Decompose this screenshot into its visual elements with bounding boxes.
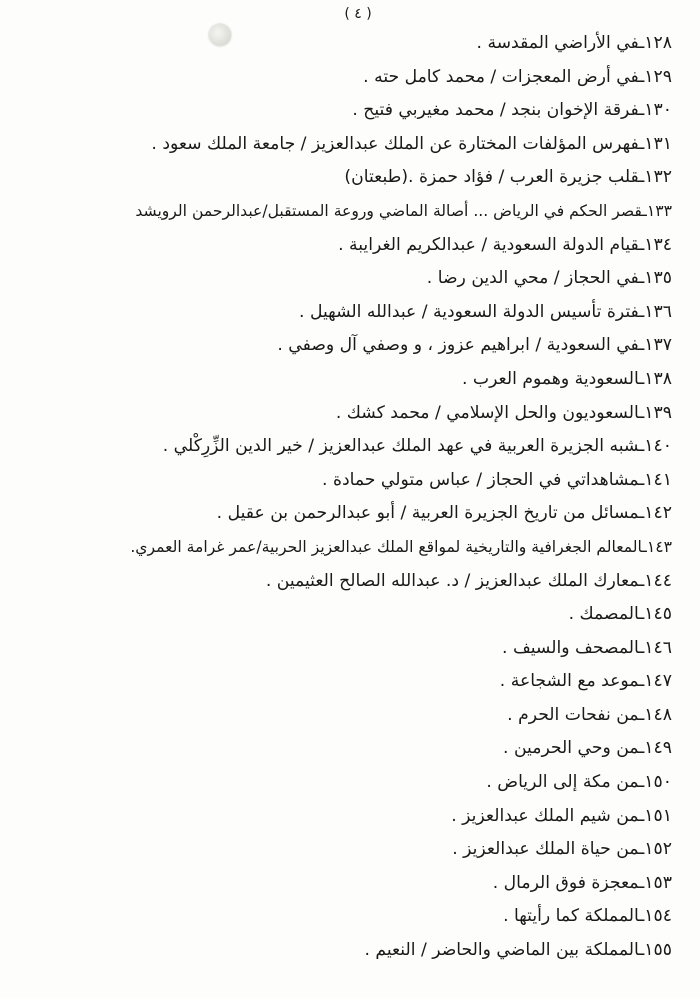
entry-number: ١٣٩ [644, 402, 672, 423]
list-item [8, 934, 672, 968]
entry-text: في أرض المعجزات / محمد كامل حته . [363, 66, 640, 87]
entry-number: ١٥٤ [644, 906, 672, 927]
list-item [8, 195, 672, 229]
entry-separator: ـ [642, 537, 647, 556]
entry-separator: ـ [639, 167, 645, 188]
entry-number: ١٥٥ [644, 940, 672, 961]
entry-separator: ـ [639, 637, 645, 658]
entry-text: معجزة فوق الرمال . [492, 872, 640, 893]
entry-text: المصمك . [568, 604, 640, 625]
entry-separator: ـ [639, 301, 645, 322]
entry-text: المملكة كما رأيتها . [503, 906, 640, 927]
list-item [8, 531, 672, 565]
entry-separator: ـ [639, 503, 645, 524]
list-item [8, 397, 672, 431]
entry-text: معارك الملك عبدالعزيز / د. عبدالله الصالح العثيمين . [265, 570, 640, 591]
entry-number: ١٥٢ [644, 839, 672, 860]
list-item [8, 800, 672, 834]
entry-text: من مكة إلى الرياض . [486, 772, 640, 793]
entry-separator: ـ [639, 704, 645, 725]
entry-separator: ـ [639, 839, 645, 860]
entry-text: مسائل من تاريخ الجزيرة العربية / أبو عبدالرحمن بن عقيل . [216, 503, 640, 524]
entry-number: ١٣٠ [644, 100, 672, 121]
entry-number: ١٣٣ [646, 201, 672, 220]
page-number: ( ٤ ) [344, 6, 372, 22]
entry-separator: ـ [639, 604, 645, 625]
entry-text: من نفحات الحرم . [507, 704, 640, 725]
list-item [8, 665, 672, 699]
entry-number: ١٣٦ [644, 301, 672, 322]
entry-number: ١٣٥ [644, 268, 672, 289]
list-item [8, 128, 672, 162]
list-item [8, 732, 672, 766]
entry-separator: ـ [639, 671, 645, 692]
list-item [8, 61, 672, 95]
list-item [8, 262, 672, 296]
entry-number: ١٥٠ [644, 772, 672, 793]
list-item [8, 296, 672, 330]
entry-number: ١٤٢ [644, 503, 672, 524]
entry-text: من وحي الحرمين . [503, 738, 640, 759]
entry-number: ١٣١ [644, 133, 672, 154]
list-item [8, 161, 672, 195]
entry-text: موعد مع الشجاعة . [499, 671, 640, 692]
entry-separator: ـ [639, 234, 645, 255]
bibliography-list [8, 27, 672, 968]
entry-number: ١٤٣ [646, 537, 672, 556]
entry-separator: ـ [639, 872, 645, 893]
entry-separator: ـ [639, 368, 645, 389]
entry-separator: ـ [639, 335, 645, 356]
entry-text: المعالم الجغرافية والتاريخية لمواقع الملك عبدالعزيز الحربية/عمر غرامة العمري. [130, 537, 643, 556]
entry-number: ١٤٤ [644, 570, 672, 591]
list-item [8, 363, 672, 397]
entry-text: مشاهداتي في الحجاز / عباس متولي حمادة . [322, 469, 640, 490]
entry-text: في السعودية / ابراهيم عزوز ، و وصفي آل وصفي . [277, 335, 640, 356]
entry-number: ١٥٣ [644, 872, 672, 893]
entry-number: ١٤٠ [644, 436, 672, 457]
list-item [8, 464, 672, 498]
entry-number: ١٣٨ [644, 368, 672, 389]
entry-separator: ـ [639, 436, 645, 457]
entry-number: ١٣٧ [644, 335, 672, 356]
list-item [8, 565, 672, 599]
entry-text: السعودية وهموم العرب . [461, 368, 640, 389]
entry-number: ١٤٧ [644, 671, 672, 692]
entry-text: في الأراضي المقدسة . [476, 33, 640, 53]
list-item [8, 699, 672, 733]
entry-number: ١٤٦ [644, 637, 672, 658]
entry-separator: ـ [639, 469, 645, 490]
entry-separator: ـ [639, 268, 645, 289]
list-item [8, 430, 672, 464]
list-item [8, 27, 672, 61]
entry-separator: ـ [639, 940, 645, 961]
entry-text: المصحف والسيف . [502, 637, 640, 658]
entry-separator: ـ [639, 570, 645, 591]
entry-text: فترة تأسيس الدولة السعودية / عبدالله الشهيل . [299, 301, 640, 322]
entry-separator: ـ [639, 738, 645, 759]
list-item [8, 329, 672, 363]
entry-separator: ـ [639, 33, 645, 53]
entry-number: ١٢٨ [644, 33, 672, 53]
list-item [8, 632, 672, 666]
list-item [8, 900, 672, 934]
entry-number: ١٤٩ [644, 738, 672, 759]
entry-number: ١٢٩ [644, 66, 672, 87]
entry-text: شبه الجزيرة العربية في عهد الملك عبدالعزيز / خير الدين الزِّرِكْلي . [162, 436, 640, 457]
entry-text: المملكة بين الماضي والحاضر / النعيم . [364, 940, 640, 961]
list-item [8, 497, 672, 531]
entry-text: السعوديون والحل الإسلامي / محمد كشك . [335, 402, 640, 423]
entry-text: فهرس المؤلفات المختارة عن الملك عبدالعزيز / جامعة الملك سعود . [151, 133, 640, 154]
entry-separator: ـ [642, 201, 647, 220]
entry-number: ١٤٨ [644, 704, 672, 725]
list-item [8, 598, 672, 632]
entry-number: ١٥١ [644, 805, 672, 826]
entry-text: فرقة الإخوان بنجد / محمد مغيربي فتيح . [352, 100, 640, 121]
entry-text: قيام الدولة السعودية / عبدالكريم الغرايبة . [338, 234, 640, 255]
entry-number: ١٣٢ [644, 167, 672, 188]
entry-text: قلب جزيرة العرب / فؤاد حمزة .(طبعتان) [344, 167, 640, 188]
entry-separator: ـ [639, 906, 645, 927]
list-item [8, 867, 672, 901]
list-item [8, 229, 672, 263]
entry-separator: ـ [639, 772, 645, 793]
entry-separator: ـ [639, 133, 645, 154]
list-item [8, 766, 672, 800]
list-item [8, 94, 672, 128]
entry-separator: ـ [639, 66, 645, 87]
entry-separator: ـ [639, 402, 645, 423]
list-item [8, 833, 672, 867]
entry-text: قصر الحكم في الرياض ... أصالة الماضي وروعة المستقبل/عبدالرحمن الرويشد [135, 201, 643, 220]
entry-text: من شيم الملك عبدالعزيز . [451, 805, 640, 826]
entry-text: في الحجاز / محي الدين رضا . [426, 268, 640, 289]
entry-separator: ـ [639, 100, 645, 121]
entry-number: ١٣٤ [644, 234, 672, 255]
entry-separator: ـ [639, 805, 645, 826]
entry-number: ١٤٥ [644, 604, 672, 625]
entry-text: من حياة الملك عبدالعزيز . [452, 839, 640, 860]
entry-number: ١٤١ [644, 469, 672, 490]
